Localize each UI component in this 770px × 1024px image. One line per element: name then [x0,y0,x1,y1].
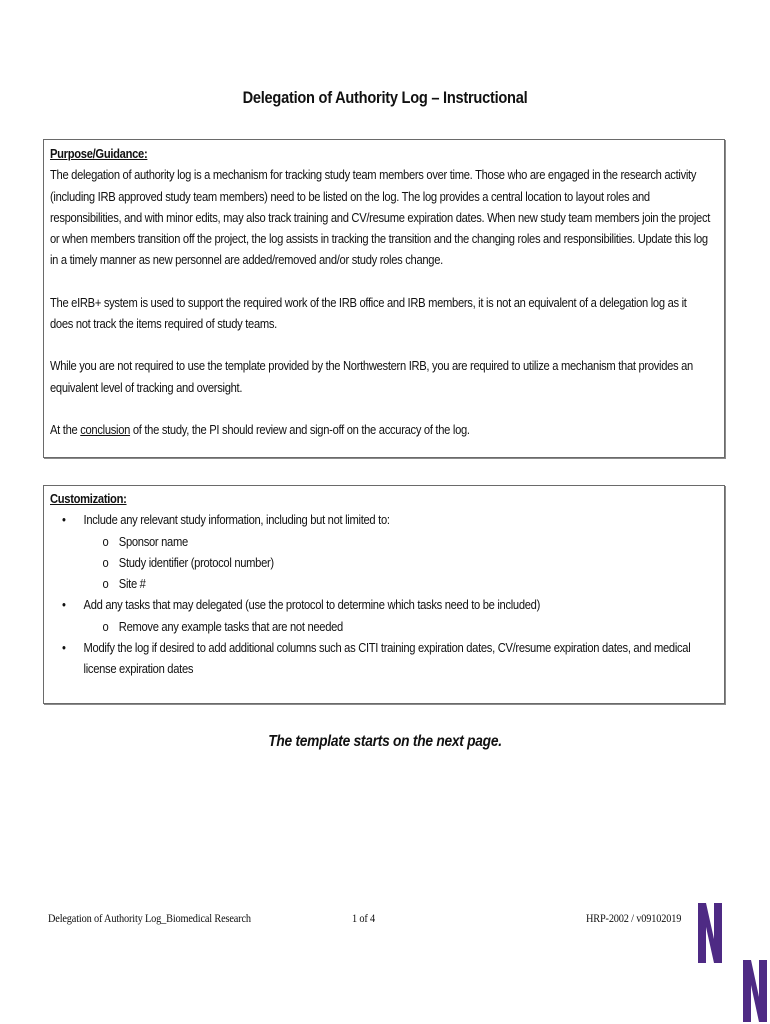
conclusion-underlined-text: conclusion [80,421,131,437]
text-line: responsibilities, and with minor edits, may also track training and CV/resume expiration dates. When new study team members join the project [50,209,711,225]
purpose-heading: Purpose/Guidance: [50,146,148,161]
sub-bullet-icon: o [102,618,109,634]
purpose-paragraph-3 [50,355,712,398]
sub-item-text: Remove any example tasks that are not needed [118,618,343,634]
list-item-text-line: Modify the log if desired to add additional columns such as CITI training expiration dates, CV/resume expiration dates, and medical [83,640,691,656]
customization-heading: Customization: [50,491,127,506]
text-line: (including IRB approved study team members) need to be listed on the log. The log provides a central location to layout roles and [50,188,650,204]
sub-item-text: Study identifier (protocol number) [118,554,274,570]
sub-bullet-icon: o [102,576,109,592]
purpose-paragraph-1 [50,164,712,270]
footer-page-number: 1 of 4 [352,911,376,925]
list-item-text-line: license expiration dates [83,661,194,677]
page-title: Delegation of Authority Log – Instructional [242,88,528,107]
sub-list-item [84,616,713,637]
sub-list-item [84,552,713,573]
sub-list [84,616,713,637]
sub-bullet-icon: o [102,533,109,549]
text-line: equivalent level of tracking and oversight. [50,379,243,395]
sub-list-item [84,531,713,552]
bullet-icon: • [62,597,66,613]
text-segment: of the study, the PI should review and sign-off on the accuracy of the log. [130,421,470,437]
purpose-paragraph-2 [50,292,712,335]
footer-version: HRP-2002 / v09102019 [586,911,682,925]
text-line: The eIRB+ system is used to support the required work of the IRB office and IRB members, it is not an equivalent of a delegation log as it [50,294,687,310]
customization-list [50,509,712,679]
text-line: does not track the items required of study teams. [50,316,277,332]
northwestern-n-logo-icon [698,903,722,963]
text-line: While you are not required to use the template provided by the Northwestern IRB, you are required to utilize a mechanism that provides an [50,358,693,374]
next-page-note: The template starts on the next page. [268,733,502,750]
list-item-text: Add any tasks that may delegated (use the protocol to determine which tasks need to be included) [83,597,541,613]
footer-document-name: Delegation of Authority Log_Biomedical Research [48,911,251,925]
text-line: or when members transition off the project, the log assists in tracking the transition and the changing roles and responsibilities. Update this log [50,231,708,247]
purpose-paragraph-4 [50,419,712,440]
customization-content [50,486,712,680]
northwestern-n-logo-icon [743,960,767,1022]
bullet-icon: • [62,512,66,528]
sub-list [84,531,713,595]
sub-list-item [84,573,713,594]
text-segment: At the [50,421,81,437]
bullet-icon: • [62,640,66,656]
sub-bullet-icon: o [102,554,109,570]
purpose-content [50,140,712,440]
list-item-text: Include any relevant study information, including but not limited to: [83,512,390,528]
list-item [50,509,712,594]
sub-item-text: Sponsor name [118,533,188,549]
text-line: in a timely manner as new personnel are added/removed and/or study roles change. [50,252,443,268]
purpose-guidance-box [43,139,725,458]
text-line: The delegation of authority log is a mechanism for tracking study team members over time. Those who are engaged in the research activity [50,167,697,183]
list-item [50,594,712,637]
list-item [50,637,712,680]
sub-item-text: Site # [118,576,146,592]
customization-box [43,485,725,704]
